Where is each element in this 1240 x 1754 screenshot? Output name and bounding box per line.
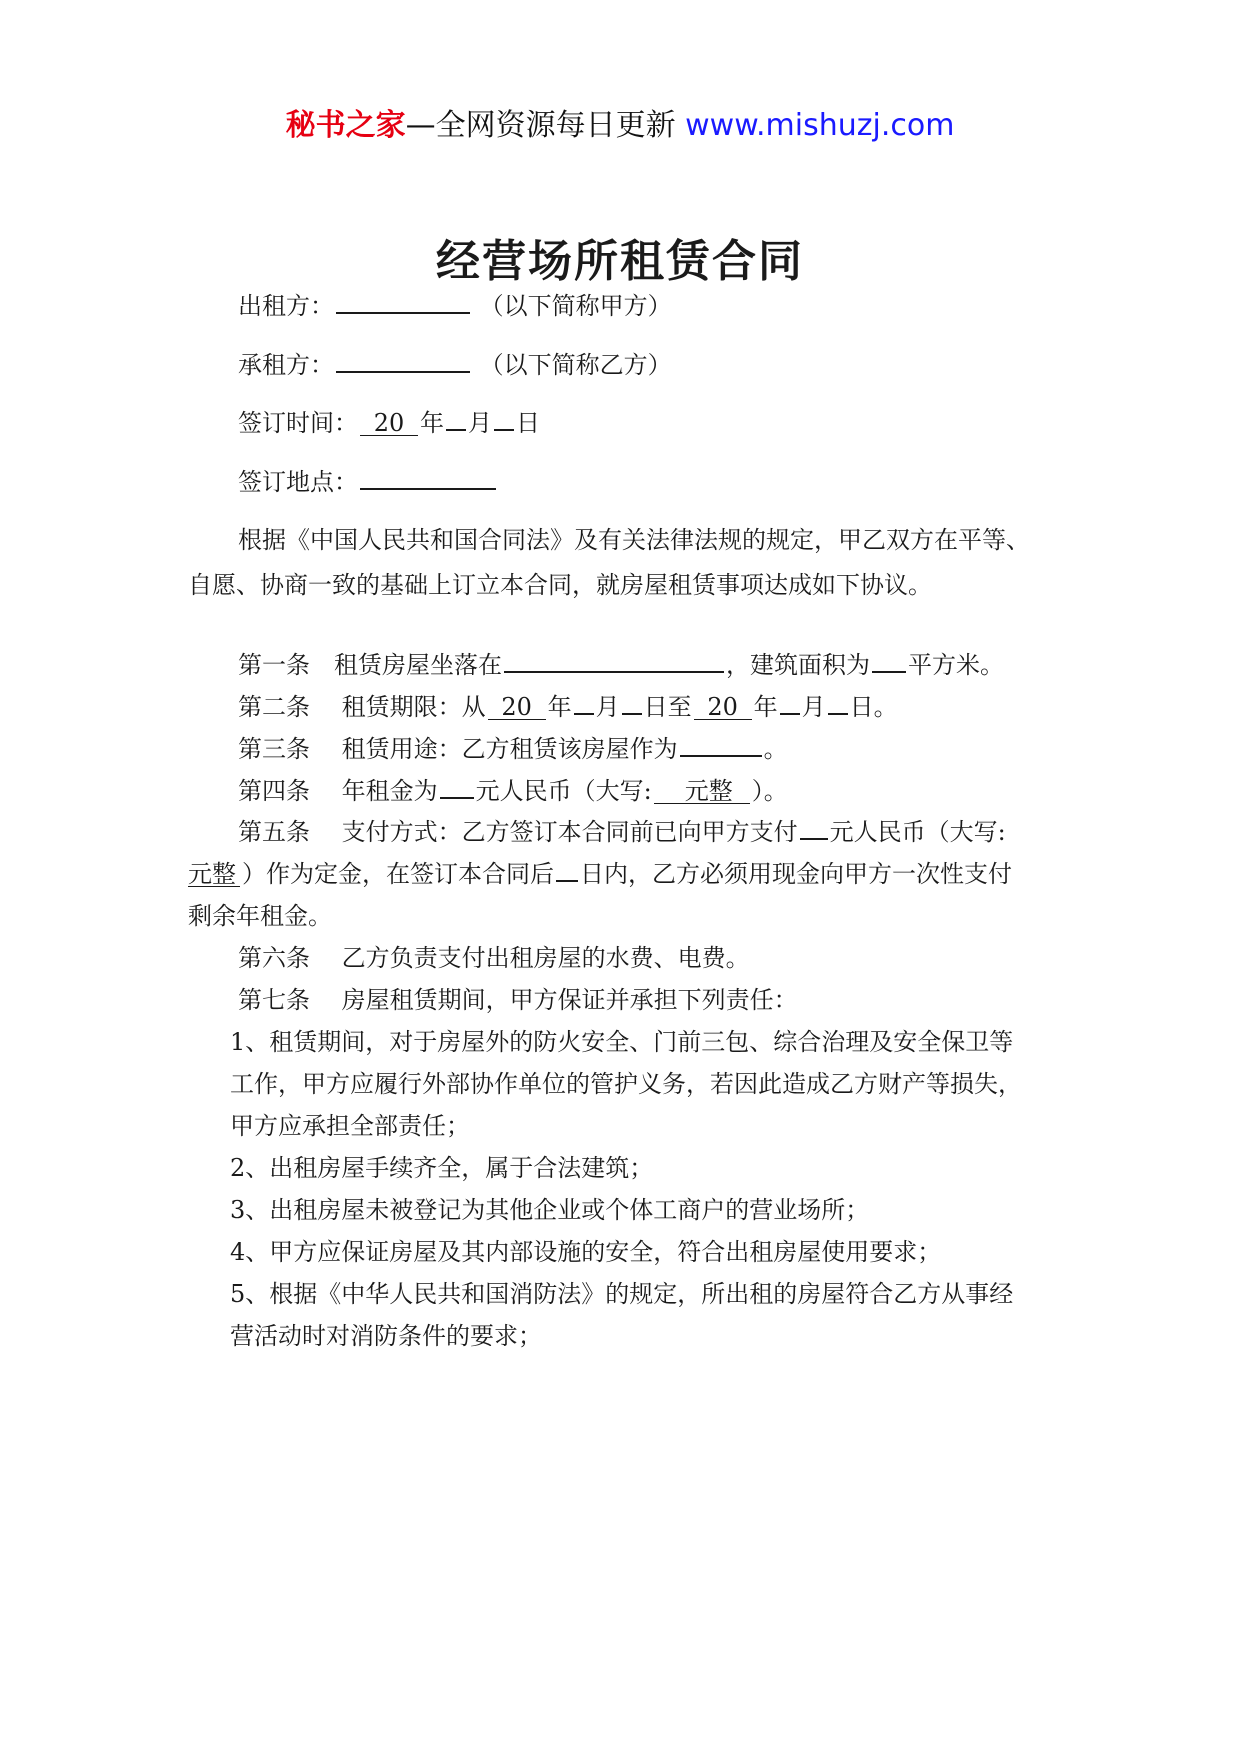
item-3: 3、出租房屋未被登记为其他企业或个体工商户的营业场所； [230,1196,870,1224]
header-tagline: —全网资源每日更新 [405,108,686,143]
start-day-blank[interactable] [622,689,642,715]
article-5-text-a: 第五条 支付方式：乙方签订本合同前已向甲方支付 [238,818,798,846]
article-1-text-a: 第一条 租赁房屋坐落在 [238,651,502,679]
article-2-end-day: 日。 [849,693,898,721]
lessee-note: （以下简称乙方） [479,351,672,379]
intro-line-1: 根据《中国人民共和国合同法》及有关法律法规的规定，甲乙双方在平等、 [238,526,1030,554]
site-header [0,100,1240,144]
lessee-label: 承租方： [238,351,334,379]
article-5-text-e: 日内，乙方必须用现金向甲方一次性支付 [580,860,1012,888]
article-5-line-1 [238,812,1006,847]
sign-place-blank[interactable] [360,464,496,490]
item-1-line-3: 甲方应承担全部责任； [230,1112,470,1140]
intro-line-2: 自愿、协商一致的基础上订立本合同，就房屋租赁事项达成如下协议。 [188,571,932,599]
location-blank[interactable] [504,647,724,673]
usage-blank[interactable] [680,731,762,757]
site-url-link[interactable]: www.mishuzj.com [685,108,955,143]
month-char: 月 [468,409,492,437]
item-1-line-1: 1、租赁期间，对于房屋外的防火安全、门前三包、综合治理及安全保卫等 [230,1028,1014,1056]
lessor-blank[interactable] [336,288,470,314]
article-1-text-b: ，建筑面积为 [726,651,870,679]
annual-rent-blank[interactable] [440,773,474,799]
article-4-text-d: ）。 [751,777,788,805]
article-2 [238,687,898,722]
article-2-text-a: 第二条 租赁期限：从 [238,693,486,721]
article-5-text-d: ）作为定金，在签订本合同后 [242,860,554,888]
end-day-blank[interactable] [828,689,848,715]
year-char: 年 [420,409,444,437]
article-3-text-b: 。 [763,735,788,763]
start-year-field[interactable]: 20 [488,695,546,720]
item-5-line-2: 营活动时对消防条件的要求； [230,1322,542,1350]
day-char: 日 [516,409,540,437]
annual-rent-words-field[interactable]: 元整 [654,779,750,804]
sign-time-line [238,403,540,438]
article-2-end-month: 月 [801,693,826,721]
article-4 [238,771,788,806]
article-1 [238,645,1004,680]
lessor-note: （以下简称甲方） [479,292,672,320]
sign-place-line [238,462,498,497]
article-2-month: 月 [595,693,620,721]
lessee-line [238,345,672,380]
sign-day-blank[interactable] [494,405,514,431]
start-month-blank[interactable] [574,689,594,715]
sign-place-label: 签订地点： [238,468,358,496]
end-year-field[interactable]: 20 [694,695,752,720]
area-blank[interactable] [872,647,906,673]
article-6: 第六条 乙方负责支付出租房屋的水费、电费。 [238,944,750,972]
lessor-line [238,286,672,321]
item-2: 2、出租房屋手续齐全，属于合法建筑； [230,1154,654,1182]
end-month-blank[interactable] [780,689,800,715]
item-5-line-1: 5、根据《中华人民共和国消防法》的规定，所出租的房屋符合乙方从事经 [230,1280,1014,1308]
article-2-year: 年 [547,693,572,721]
article-4-text-a: 第四条 年租金为 [238,777,438,805]
item-4: 4、甲方应保证房屋及其内部设施的安全，符合出租房屋使用要求； [230,1238,942,1266]
article-5-text-b: 元人民币（大写: [829,818,1006,846]
article-5-line-3: 剩余年租金。 [188,902,332,930]
article-3-text-a: 第三条 租赁用途：乙方租赁该房屋作为 [238,735,678,763]
article-7: 第七条 房屋租赁期间，甲方保证并承担下列责任： [238,986,798,1014]
article-2-to: 日至 [643,693,692,721]
deposit-blank[interactable] [800,814,828,840]
article-4-text-b: 元人民币（大写: [475,777,652,805]
sign-month-blank[interactable] [446,405,466,431]
item-1-line-2: 工作，甲方应履行外部协作单位的管护义务，若因此造成乙方财产等损失， [230,1070,1022,1098]
article-1-text-c: 平方米。 [908,651,1004,679]
article-5-line-2 [188,854,1012,889]
deposit-words-field[interactable]: 元整 [188,862,240,887]
article-2-end-year: 年 [753,693,778,721]
document-title: 经营场所租赁合同 [436,236,804,287]
article-3 [238,729,788,764]
lessee-blank[interactable] [336,347,470,373]
sign-time-label: 签订时间： [238,409,358,437]
payment-days-blank[interactable] [556,856,578,882]
brand-name: 秘书之家 [285,108,406,143]
lessor-label: 出租方： [238,292,334,320]
sign-year-field[interactable]: 20 [360,411,418,436]
